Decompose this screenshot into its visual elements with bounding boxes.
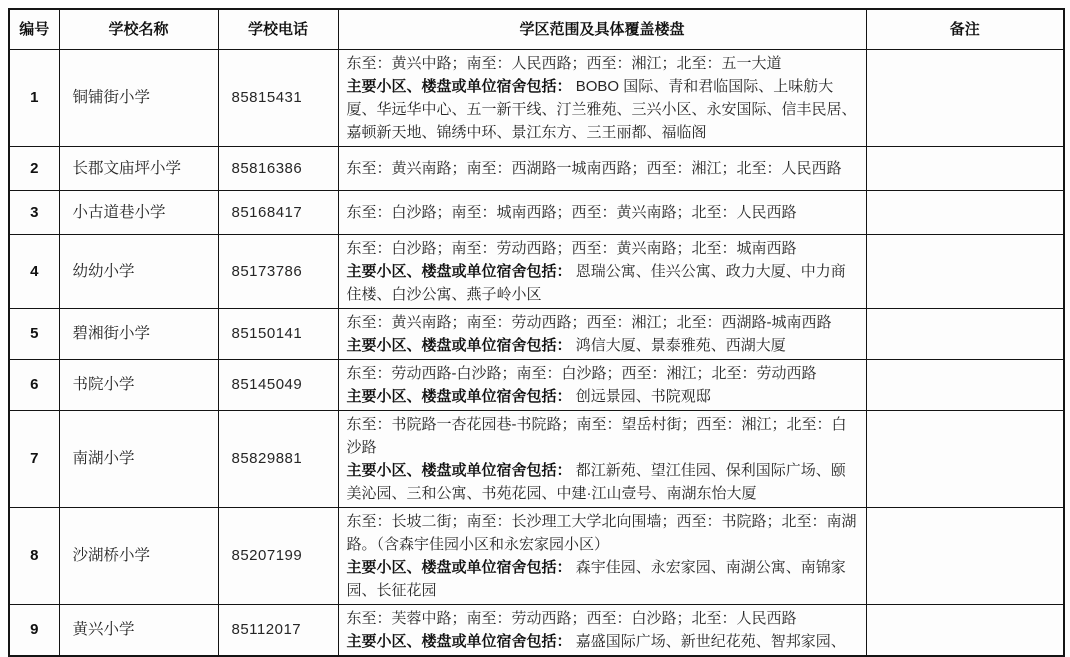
highlights-label: 主要小区、楼盘或单位宿舍包括：: [346, 632, 572, 650]
highlights-text: BOBO 国际、青和君临国际、上味舫大厦、华远华中心、五一新干线、汀兰雅苑、三兴小区、永安国际、信丰民居、嘉顿新天地、锦绣中环、景江东方、三王丽都、福临阁: [346, 77, 857, 141]
school-phone-cell: 85173786: [218, 234, 338, 308]
district-boundary-text: 东至：白沙路；南至：劳动西路；西至：黄兴南路；北至：城南西路: [346, 239, 797, 257]
district-zone-cell: [338, 234, 866, 308]
remark-cell: [866, 308, 1064, 359]
column-header-school-phone: 学校电话: [218, 9, 338, 49]
column-header-district-zone: 学区范围及具体覆盖楼盘: [338, 9, 866, 49]
school-phone-cell: 85168417: [218, 190, 338, 234]
row-number-cell: 4: [9, 234, 59, 308]
row-number-cell: 1: [9, 49, 59, 146]
district-zone-cell: [338, 146, 866, 190]
school-phone-cell: 85207199: [218, 507, 338, 604]
highlights-text: 鸿信大厦、景泰雅苑、西湖大厦: [575, 336, 786, 354]
table-row: [9, 604, 1064, 656]
highlights-label: 主要小区、楼盘或单位宿舍包括：: [346, 77, 572, 95]
district-boundary-text: 东至：书院路一杏花园巷-书院路；南至：望岳村街；西至：湘江；北至：白沙路: [346, 415, 847, 456]
table-row: [9, 146, 1064, 190]
row-number-cell: 3: [9, 190, 59, 234]
school-phone-cell: 85815431: [218, 49, 338, 146]
table-row: [9, 308, 1064, 359]
remark-cell: [866, 410, 1064, 507]
row-number-cell: 9: [9, 604, 59, 656]
remark-cell: [866, 507, 1064, 604]
table-row: [9, 190, 1064, 234]
remark-cell: [866, 234, 1064, 308]
table-row: [9, 507, 1064, 604]
district-boundary-text: 东至：黄兴中路；南至：人民西路；西至：湘江；北至：五一大道: [346, 54, 782, 72]
school-name-cell: 幼幼小学: [59, 234, 218, 308]
school-district-table: [8, 8, 1065, 657]
highlights-text: 恩瑞公寓、佳兴公寓、政力大厦、中力商住楼、白沙公寓、燕子岭小区: [346, 262, 846, 303]
remark-cell: [866, 146, 1064, 190]
school-name-cell: 南湖小学: [59, 410, 218, 507]
column-header-school-name: 学校名称: [59, 9, 218, 49]
district-boundary-text: 东至：黄兴南路；南至：劳动西路；西至：湘江；北至：西湖路-城南西路: [346, 313, 832, 331]
highlights-label: 主要小区、楼盘或单位宿舍包括：: [346, 461, 572, 479]
row-number-cell: 2: [9, 146, 59, 190]
table-row: [9, 234, 1064, 308]
district-boundary-text: 东至：劳动西路-白沙路；南至：白沙路；西至：湘江；北至：劳动西路: [346, 364, 817, 382]
highlights-text: 森宇佳园、永宏家园、南湖公寓、南锦家园、长征花园: [346, 558, 846, 599]
header-row: [9, 9, 1064, 49]
district-zone-cell: [338, 604, 866, 656]
school-name-cell: 书院小学: [59, 359, 218, 410]
school-phone-cell: 85145049: [218, 359, 338, 410]
district-boundary-text: 东至：黄兴南路；南至：西湖路一城南西路；西至：湘江；北至：人民西路: [346, 159, 842, 177]
remark-cell: [866, 604, 1064, 656]
school-name-cell: 沙湖桥小学: [59, 507, 218, 604]
row-number-cell: 8: [9, 507, 59, 604]
district-zone-cell: [338, 190, 866, 234]
row-number-cell: 6: [9, 359, 59, 410]
row-number-cell: 5: [9, 308, 59, 359]
highlights-label: 主要小区、楼盘或单位宿舍包括：: [346, 558, 572, 576]
district-boundary-text: 东至：长坡二街；南至：长沙理工大学北向围墙；西至：书院路；北至：南湖路。（含森宇佳园小区和永宏家园小区）: [346, 512, 857, 553]
district-boundary-text: 东至：白沙路；南至：城南西路；西至：黄兴南路；北至：人民西路: [346, 203, 797, 221]
highlights-text: 嘉盛国际广场、新世纪花苑、智邦家园、: [575, 632, 846, 650]
school-phone-cell: 85816386: [218, 146, 338, 190]
table-row: [9, 359, 1064, 410]
school-name-cell: 长郡文庙坪小学: [59, 146, 218, 190]
school-phone-cell: 85112017: [218, 604, 338, 656]
school-name-cell: 小古道巷小学: [59, 190, 218, 234]
column-header-no: 编号: [9, 9, 59, 49]
school-name-cell: 铜铺街小学: [59, 49, 218, 146]
table-row: [9, 410, 1064, 507]
district-zone-cell: [338, 410, 866, 507]
remark-cell: [866, 49, 1064, 146]
district-zone-cell: [338, 507, 866, 604]
remark-cell: [866, 190, 1064, 234]
district-zone-cell: [338, 49, 866, 146]
highlights-text: 都江新苑、望江佳园、保利国际广场、颐美沁园、三和公寓、书苑花园、中建·江山壹号、南湖东怡大厦: [346, 461, 846, 502]
school-district-table-wrap: [8, 8, 1063, 657]
remark-cell: [866, 359, 1064, 410]
highlights-label: 主要小区、楼盘或单位宿舍包括：: [346, 262, 572, 280]
district-zone-cell: [338, 308, 866, 359]
district-boundary-text: 东至：芙蓉中路；南至：劳动西路；西至：白沙路；北至：人民西路: [346, 609, 797, 627]
highlights-label: 主要小区、楼盘或单位宿舍包括：: [346, 336, 572, 354]
row-number-cell: 7: [9, 410, 59, 507]
table-row: [9, 49, 1064, 146]
school-phone-cell: 85829881: [218, 410, 338, 507]
school-name-cell: 黄兴小学: [59, 604, 218, 656]
column-header-remark: 备注: [866, 9, 1064, 49]
highlights-text: 创远景园、书院观邸: [575, 387, 711, 405]
district-zone-cell: [338, 359, 866, 410]
school-name-cell: 碧湘街小学: [59, 308, 218, 359]
highlights-label: 主要小区、楼盘或单位宿舍包括：: [346, 387, 572, 405]
school-phone-cell: 85150141: [218, 308, 338, 359]
